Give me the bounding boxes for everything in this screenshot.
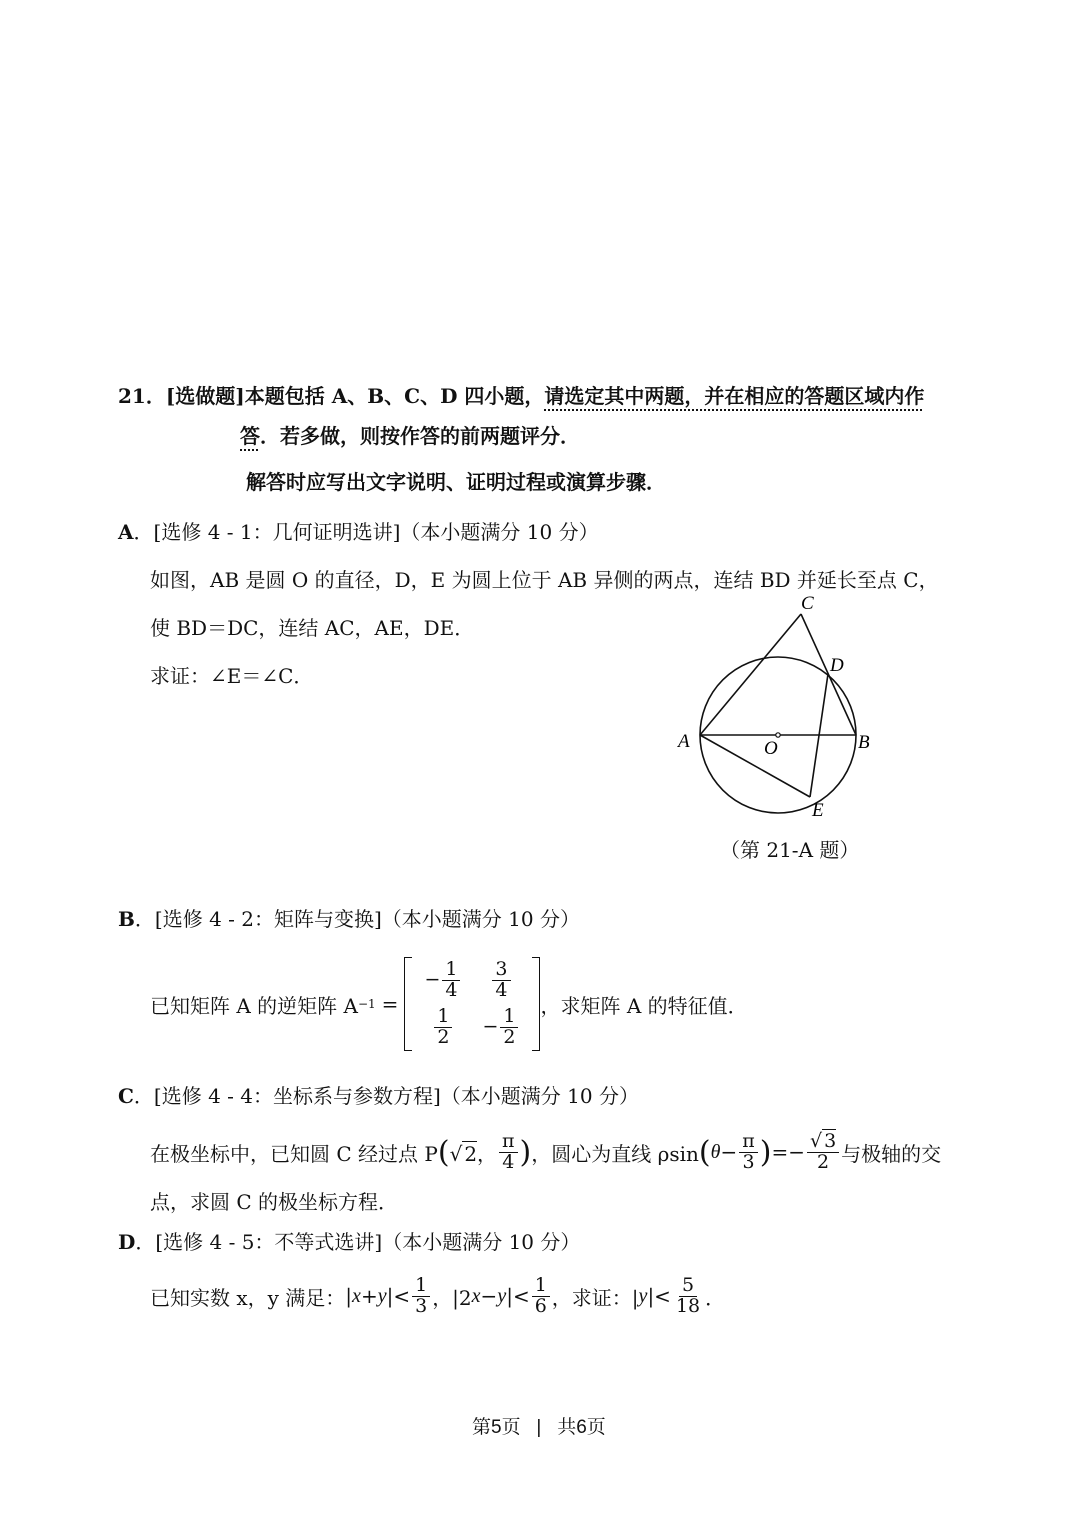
segment-ae bbox=[700, 735, 810, 797]
inverse-matrix: − $\frac{1}{4}$ $\frac{3}{4}$ $\frac{1}{2}$ − $\frac{1}{2}$ bbox=[404, 957, 540, 1051]
part-a-line1: 如图，AB 是圆 O 的直径，D，E 为圆上位于 AB 异侧的两点，连结 BD 并延长至点 C， bbox=[150, 568, 939, 592]
part-d-header: D．[选修 4 - 5：不等式选讲]（本小题满分 10 分） bbox=[118, 1230, 581, 1254]
label-b: B bbox=[858, 732, 870, 753]
part-c-line2: 点，求圆 C 的极坐标方程． bbox=[150, 1190, 399, 1214]
label-c: C bbox=[801, 593, 814, 614]
label-o: O bbox=[764, 738, 778, 759]
part-a-line3: 求证：∠E＝∠C． bbox=[150, 664, 314, 688]
part-b-header: B．[选修 4 - 2：矩阵与变换]（本小题满分 10 分） bbox=[118, 907, 580, 931]
part-a-line2: 使 BD＝DC，连结 AC，AE，DE． bbox=[150, 616, 475, 640]
label-e: E bbox=[812, 800, 824, 821]
label-a: A bbox=[678, 731, 690, 752]
q21-intro-line2: 答．若多做，则按作答的前两题评分． bbox=[240, 424, 580, 448]
label-d: D bbox=[830, 655, 844, 676]
geometry-figure bbox=[660, 590, 900, 830]
center-point bbox=[776, 733, 780, 737]
part-c-header: C．[选修 4 - 4：坐标系与参数方程]（本小题满分 10 分） bbox=[118, 1084, 639, 1108]
part-c-line1: 在极坐标中，已知圆 C 经过点 P ( √ 2， $\frac{\pi}{4}$ ) ，圆心为直线 ρsin ( θ − $\frac{\pi}{3}$ ) =− $\frac{√ 3}{2}$ 与极轴的交 bbox=[150, 1129, 942, 1173]
figure-caption: （第 21-A 题） bbox=[720, 838, 860, 862]
part-b-body: 已知矩阵 A 的逆矩阵 A −1 = − $\frac{1}{4}$ $\frac{3}{4}$ $\frac{1}{2}$ − $\frac{1}{2}$ ，求矩阵 A 的特征值． bbox=[150, 945, 748, 1063]
part-d-body: 已知实数 x，y 满足： | x + y |< $\frac{1}{3}$ ，|2 x − y |< $\frac{1}{6}$ ，求证：| y |< $\frac{5}{18}$ ． bbox=[150, 1273, 726, 1317]
page-footer: 第5页 | 共6页 bbox=[472, 1417, 606, 1438]
q21-intro-line3: 解答时应写出文字说明、证明过程或演算步骤． bbox=[246, 470, 666, 494]
part-a-header: A．[选修 4 - 1：几何证明选讲]（本小题满分 10 分） bbox=[118, 520, 599, 544]
segment-ac bbox=[700, 614, 801, 735]
q21-intro-line1: 21．[选做题]本题包括 A、B、C、D 四小题，请选定其中两题，并在相应的答题区域内作 bbox=[118, 384, 925, 408]
